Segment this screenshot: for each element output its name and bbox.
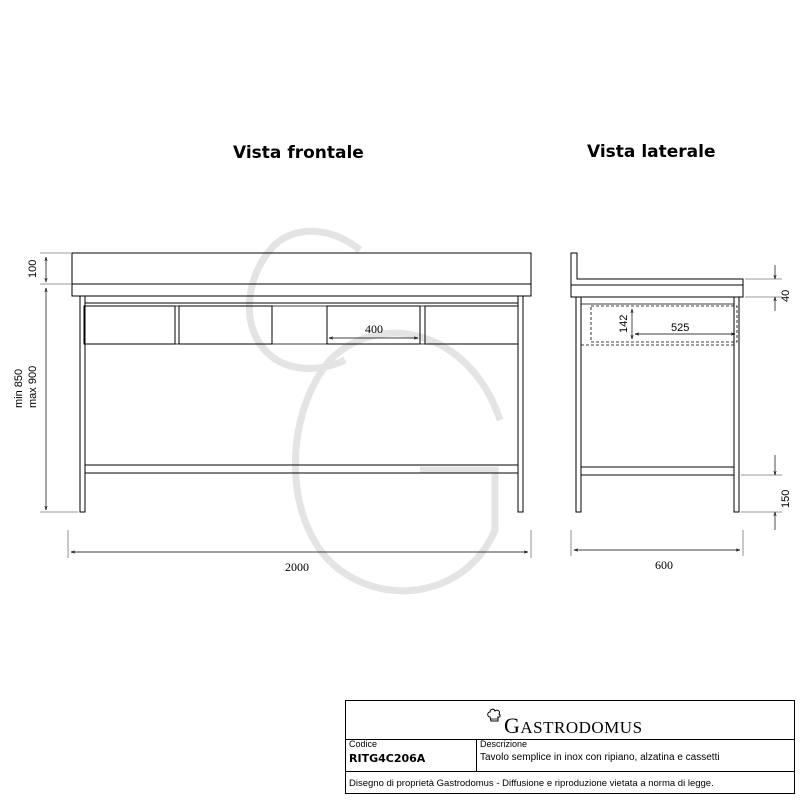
divider: [346, 771, 794, 772]
description-label: Descrizione: [480, 739, 528, 749]
drawer-section-outline: [591, 306, 737, 342]
side-view: [571, 253, 792, 572]
drawer-depth-dimension: 525: [671, 322, 690, 334]
code-value: RITG4C206A: [349, 752, 426, 765]
brand-row: [346, 701, 794, 740]
height-max-dimension: max 900: [27, 365, 39, 408]
front-view-title: Vista frontale: [233, 143, 364, 163]
height-min-dimension: min 850: [13, 368, 25, 408]
chef-hat-icon: [486, 707, 502, 723]
brand-name: GASTRODOMUS: [504, 713, 643, 738]
title-block: [345, 700, 795, 794]
description-value: Tavolo semplice in inox con ripiano, alzatina e cassetti: [480, 752, 720, 763]
front-view: [13, 253, 531, 574]
top-thickness-dimension: 100: [27, 259, 39, 278]
backsplash-height-dimension: 40: [780, 289, 792, 302]
overall-length-dimension: 2000: [285, 560, 309, 574]
drawer-height-dimension: 142: [618, 314, 630, 333]
copyright-notice: Disegno di proprietà Gastrodomus - Diffusione e riproduzione vietata a norma di legge.: [349, 778, 714, 789]
side-view-title: Vista laterale: [587, 142, 716, 162]
watermark-logo-icon: [249, 231, 500, 591]
shelf-height-dimension: 150: [780, 489, 792, 508]
drawer: [84, 306, 175, 344]
side-lower-shelf: [581, 467, 734, 475]
divider: [476, 739, 477, 771]
code-label: Codice: [349, 739, 378, 749]
overall-depth-dimension: 600: [655, 558, 673, 572]
drawer: [425, 306, 518, 344]
drawer-width-dimension: 400: [365, 322, 383, 336]
